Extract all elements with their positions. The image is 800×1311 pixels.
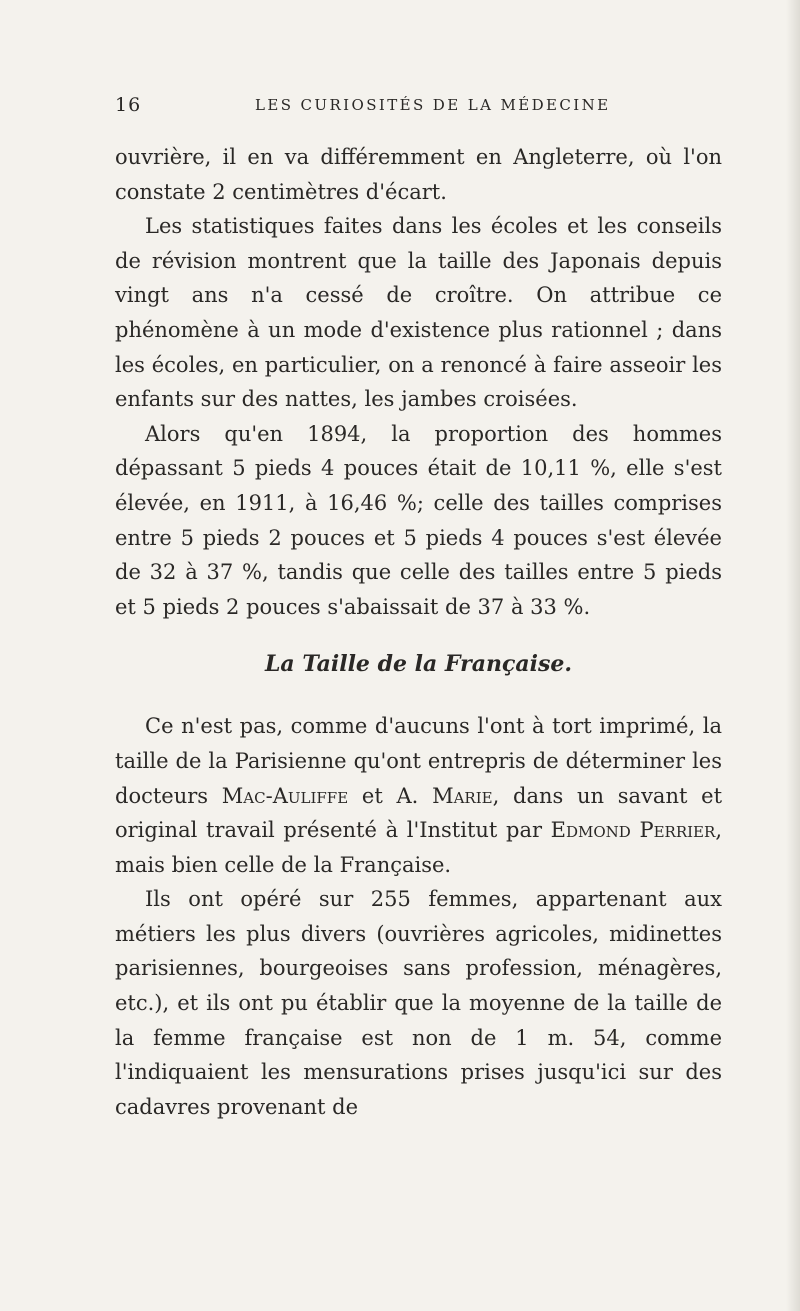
paragraph-french-woman-study bbox=[115, 709, 722, 882]
text-segment: Ce n'est pas, comme d'aucuns l'ont à tort imprimé, la taille de la Parisienne qu'ont entrepris de déterminer les docteurs bbox=[115, 714, 722, 808]
running-head bbox=[115, 94, 715, 118]
paragraph-japanese-statistics: Les statistiques faites dans les écoles et les conseils de révision montrent que la taille des Japonais depuis vingt ans n'a cessé de croître. On attribue ce phénomène à un mode d'existence plus rationnel ; dans les écoles, en particulier, on a renoncé à faire asseoir les enfants sur des nattes, les jambes croisées. bbox=[115, 214, 722, 412]
paragraph-continuation: ouvrière, il en va différemment en Angleterre, où l'on constate 2 centimètres d'écart. bbox=[115, 145, 722, 204]
text-segment: , mais bien celle de la Française. bbox=[115, 818, 722, 877]
page-number: 16 bbox=[115, 94, 142, 116]
author-name-mac-auliffe: Mac-Auliffe bbox=[221, 783, 349, 808]
running-title: LES CURIOSITÉS DE LA MÉDECINE bbox=[255, 96, 611, 114]
paragraph-measurements: Ils ont opéré sur 255 femmes, appartenant aux métiers les plus divers (ouvrières agricoles, midinettes parisiennes, bourgeoises sans profession, ménagères, etc.), et ils ont pu établir que la moyenne de la taille de la femme française est non de 1 m. 54, comme l'indiquaient les mensurations prises jusqu'ici sur des cadavres provenant de bbox=[115, 887, 722, 1119]
section-heading: La Taille de la Française. bbox=[264, 651, 573, 678]
page-edge-shadow bbox=[786, 0, 800, 1311]
text-segment: , dans un savant et original travail présenté à l'Institut par bbox=[115, 783, 723, 843]
author-name-perrier: Edmond Perrier bbox=[550, 818, 716, 843]
body-text bbox=[115, 140, 722, 1124]
text-segment: et A. bbox=[348, 783, 433, 808]
paragraph-height-proportions: Alors qu'en 1894, la proportion des hommes dépassant 5 pieds 4 pouces était de 10,11 %, elle s'est élevée, en 1911, à 16,46 %; celle des tailles comprises entre 5 pieds 2 pouces et 5 pieds 4 pouces s'est élevée de 32 à 37 %, tandis que celle des tailles entre 5 pieds et 5 pieds 2 pouces s'abaissait de 37 à 33 %. bbox=[115, 421, 722, 619]
author-name-marie: Marie bbox=[432, 783, 493, 808]
